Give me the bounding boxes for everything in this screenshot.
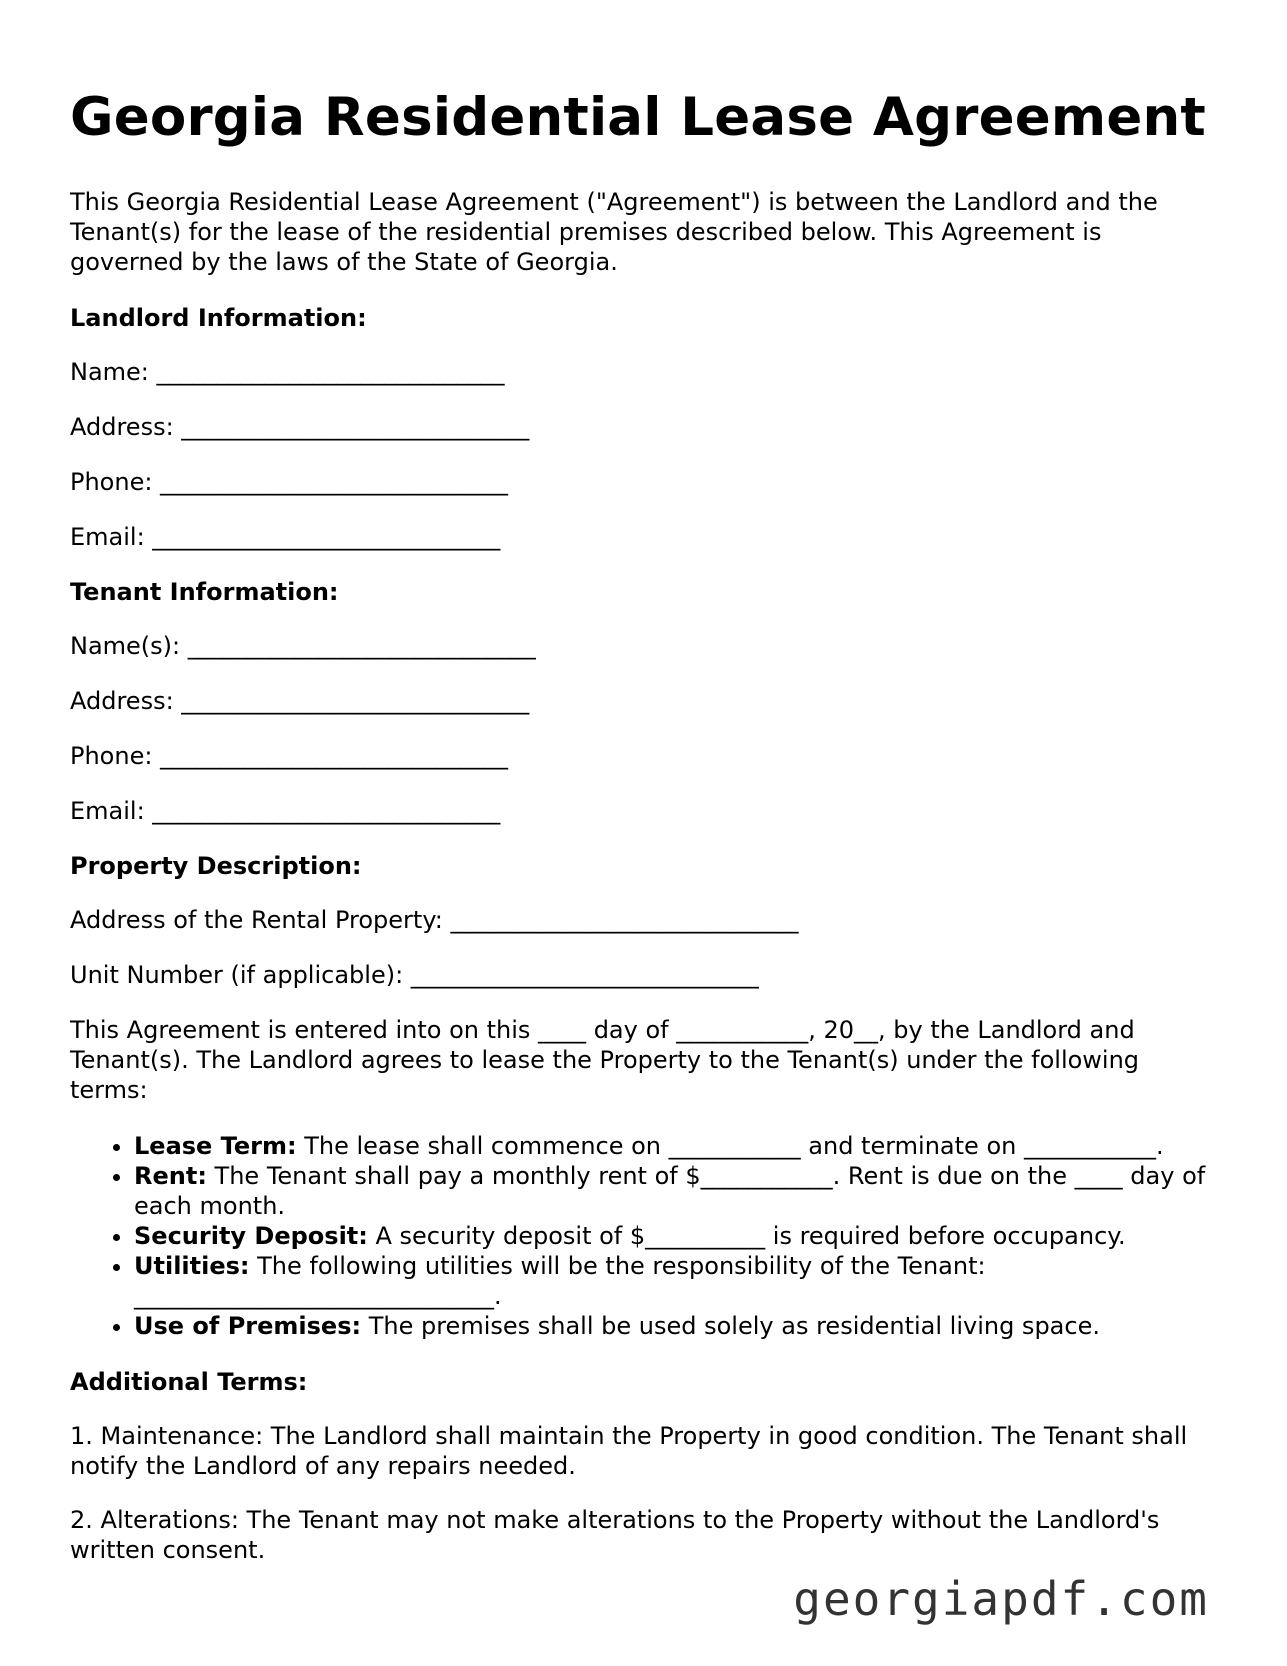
landlord-name-field: Name: _____________________________ bbox=[70, 358, 505, 386]
property-unit-field: Unit Number (if applicable): _____________________________ bbox=[70, 961, 759, 989]
term-text: The lease shall commence on ___________ and terminate on ___________. bbox=[296, 1132, 1164, 1160]
document-page bbox=[70, 86, 1220, 1589]
term-text: The Tenant shall pay a monthly rent of $___________. Rent is due on the ____ day of each month. bbox=[134, 1162, 1206, 1220]
tenant-names-field: Name(s): _____________________________ bbox=[70, 632, 536, 660]
property-heading: Property Description: bbox=[70, 852, 362, 880]
term-rent bbox=[134, 1161, 1220, 1221]
landlord-phone-field: Phone: _____________________________ bbox=[70, 468, 509, 496]
term-utilities bbox=[134, 1251, 1220, 1311]
term-text: The following utilities will be the responsibility of the Tenant: ______________________________. bbox=[134, 1252, 986, 1310]
tenant-email-field: Email: _____________________________ bbox=[70, 797, 501, 825]
landlord-heading: Landlord Information: bbox=[70, 304, 367, 332]
watermark-text: georgiapdf.com bbox=[793, 1572, 1209, 1626]
term-text: The premises shall be used solely as residential living space. bbox=[361, 1312, 1100, 1340]
tenant-heading: Tenant Information: bbox=[70, 578, 339, 606]
agreement-paragraph: This Agreement is entered into on this ____ day of ___________, 20__, by the Landlord and Tenant(s). The Landlord agrees to lease the Property to the Tenant(s) under the following terms: bbox=[70, 1016, 1140, 1104]
intro-paragraph: This Georgia Residential Lease Agreement ("Agreement") is between the Landlord and the Tenant(s) for the lease of the residential premises described below. This Agreement is governed by the laws of the State of Georgia. bbox=[70, 188, 1158, 276]
term-use-of-premises bbox=[134, 1311, 1220, 1341]
tenant-section bbox=[70, 577, 1220, 826]
term-security-deposit bbox=[134, 1221, 1220, 1251]
term-lease-term bbox=[134, 1131, 1220, 1161]
tenant-phone-field: Phone: _____________________________ bbox=[70, 742, 509, 770]
landlord-email-field: Email: _____________________________ bbox=[70, 523, 501, 551]
landlord-section bbox=[70, 303, 1220, 552]
term-label: Rent: bbox=[134, 1162, 207, 1190]
property-address-field: Address of the Rental Property: _____________________________ bbox=[70, 906, 799, 934]
additional-heading: Additional Terms: bbox=[70, 1368, 308, 1396]
terms-list bbox=[70, 1131, 1220, 1341]
additional-term-maintenance: 1. Maintenance: The Landlord shall maintain the Property in good condition. The Tenant shall notify the Landlord of any repairs needed. bbox=[70, 1422, 1188, 1480]
property-section bbox=[70, 851, 1220, 990]
additional-terms-section bbox=[70, 1367, 1220, 1565]
term-label: Use of Premises: bbox=[134, 1312, 362, 1340]
document-title: Georgia Residential Lease Agreement bbox=[70, 87, 1206, 148]
term-label: Security Deposit: bbox=[134, 1222, 368, 1250]
term-label: Utilities: bbox=[134, 1252, 250, 1280]
term-text: A security deposit of $__________ is required before occupancy. bbox=[367, 1222, 1126, 1250]
additional-term-alterations: 2. Alterations: The Tenant may not make alterations to the Property without the Landlord's written consent. bbox=[70, 1506, 1160, 1564]
landlord-address-field: Address: _____________________________ bbox=[70, 413, 530, 441]
tenant-address-field: Address: _____________________________ bbox=[70, 687, 530, 715]
term-label: Lease Term: bbox=[134, 1132, 297, 1160]
